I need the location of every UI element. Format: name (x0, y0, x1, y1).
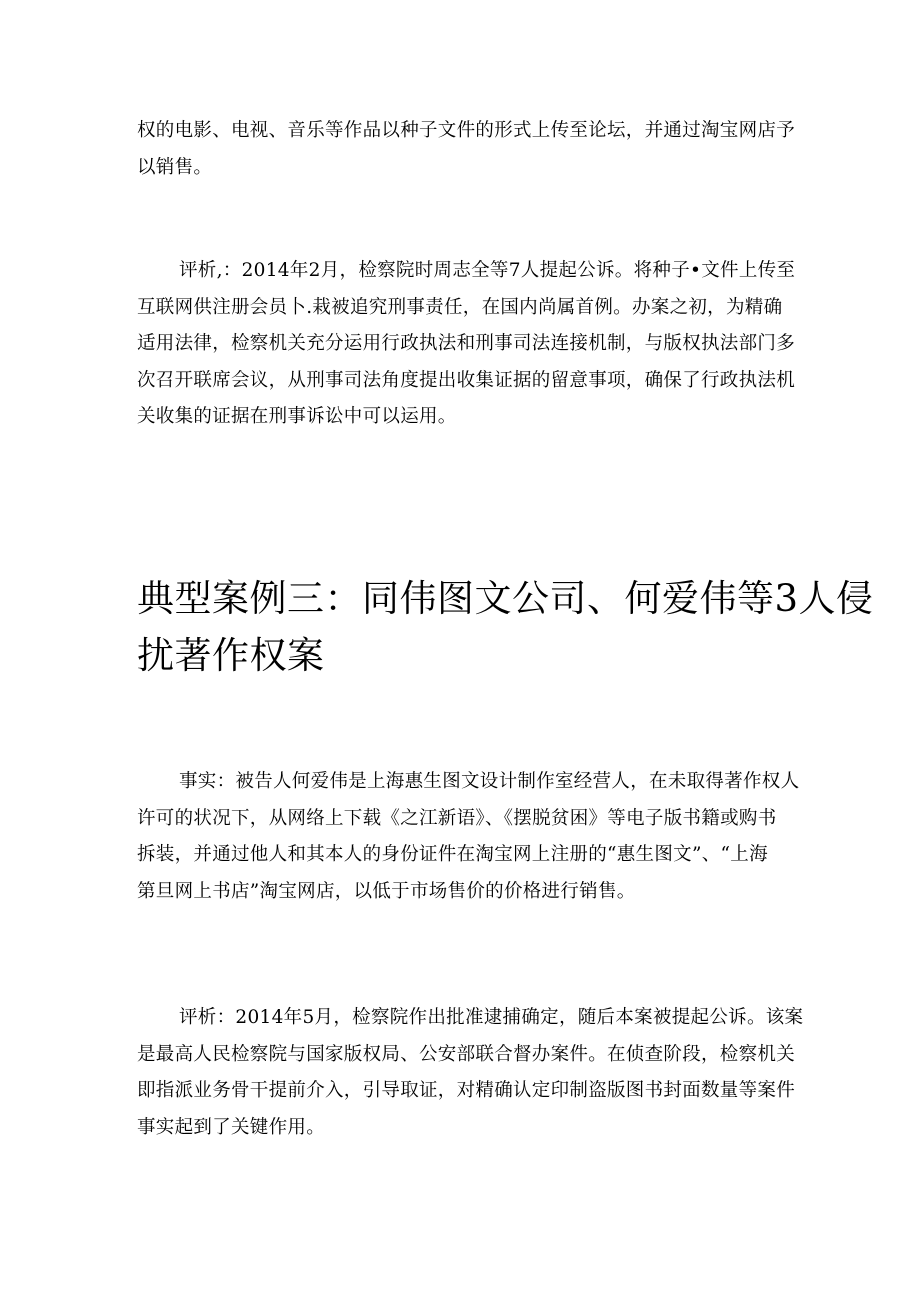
text-line: 是最高人民检察院与国家版权局、公安部联合督办案件。在侦查阶段，检察机关 (137, 1043, 796, 1065)
text-line: 互联网供注册会员卜.栽被追究刑事责任，在国内尚属首例。办案之初，为精确 (137, 296, 783, 318)
paragraph-facts (137, 764, 800, 910)
text-line: 事实起到了关键作用。 (137, 1116, 326, 1138)
text-line: 关收集的证据在刑事诉讼中可以运用。 (137, 406, 457, 427)
text-line: 即指派业务骨干提前介入，引导取证，对精确认定印制盗版图书封面数量等案件 (137, 1080, 796, 1101)
paragraph-continuation (137, 113, 796, 186)
text-line: 以销售。 (137, 156, 213, 178)
text-line: 适用法律，检察机关充分运用行政执法和刑事司法连接机制，与版权执法部门多 (137, 333, 796, 354)
text-line: 评析,：2014年2月，检察院时周志全等7人提起公诉。将种子•文件上传至 (179, 260, 796, 281)
text-line: 次召开联席会议，从刑事司法角度提出收集证据的留意事项，确保了行政执法机 (137, 369, 796, 391)
text-line: 权的电影、电视、音乐等作品以种子文件的形式上传至论坛，并通过淘宝网店予 (137, 120, 796, 141)
paragraph-commentary-1 (137, 253, 796, 436)
heading-line: 典型案例三：同伟图文公司、何爱伟等3人侵 (137, 577, 874, 620)
text-line: 事实：被告人何爱伟是上海惠生图文设计制作室经营人，在未取得著作权人 (179, 771, 800, 792)
paragraph-commentary-2 (137, 1000, 804, 1146)
heading-line: 扰著作权案 (137, 634, 325, 677)
text-line: 第旦网上书店”淘宝网店，以低于市场售价的价格进行销售。 (137, 880, 636, 902)
text-line: 拆装，并通过他人和其本人的身份证件在淘宝网上注册的“惠生图文”、“上海 (137, 844, 768, 865)
text-line: 许可的状况下，从网络上下载《之江新语》、《摆脱贫困》等电子版书籍或购书 (137, 807, 777, 829)
case-heading (137, 570, 874, 684)
text-line: 评析：2014年5月，检察院作出批准逮捕确定，随后本案被提起公诉。该案 (179, 1007, 804, 1028)
